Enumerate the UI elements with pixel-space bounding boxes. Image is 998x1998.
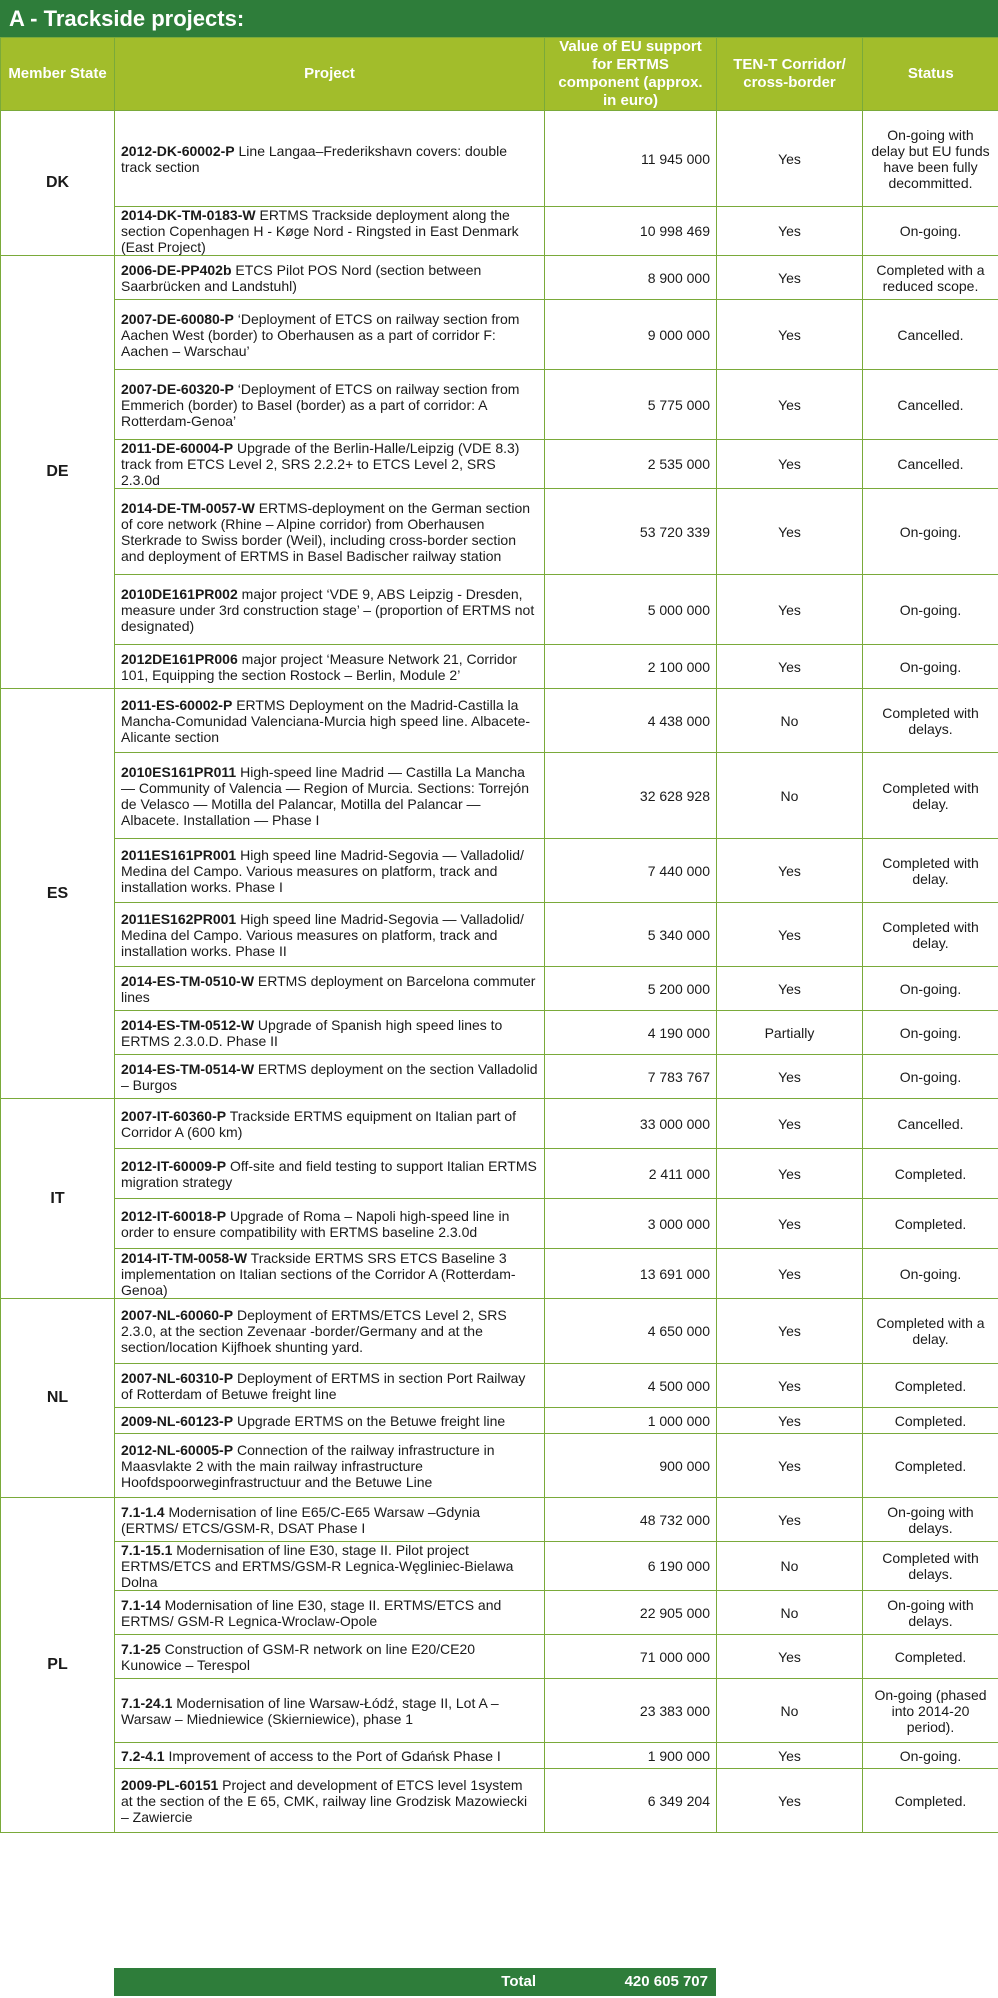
project-code: 2007-NL-60060-P bbox=[121, 1307, 234, 1323]
corridor-cell: Yes bbox=[717, 1249, 863, 1299]
table-row bbox=[1, 489, 998, 575]
project-code: 2012-NL-60005-P bbox=[121, 1441, 234, 1458]
corridor-cell: Yes bbox=[717, 1769, 863, 1833]
project-description: Deployment of ERTMS/ETCS Level 2, SRS 2.3.0, at the section Zevenaar -border/Germany and at the section/location Kijfhoek shunting yard. bbox=[121, 1307, 507, 1355]
project-description: Upgrade of Roma – Napoli high-speed line in order to ensure compatibility with ERTMS baseline 2.3.0d bbox=[121, 1207, 510, 1240]
status-cell: Cancelled. bbox=[863, 440, 998, 489]
project-code: 2006-DE-PP402b bbox=[121, 261, 232, 278]
project-description: Modernisation of line E30, stage II. Pilot project ERTMS/ETCS and ERTMS/GSM-R Legnica-Węgliniec-Bielawa Dolna bbox=[121, 1542, 514, 1590]
project-description: Modernisation of line E65/C-E65 Warsaw –Gdynia (ERTMS/ ETCS/GSM-R, DSAT Phase I bbox=[121, 1503, 481, 1536]
table-row bbox=[1, 440, 998, 489]
value-cell: 32 628 928 bbox=[545, 753, 717, 839]
table-row bbox=[1, 645, 998, 689]
project-cell bbox=[115, 1408, 545, 1434]
corridor-cell: Yes bbox=[717, 256, 863, 300]
corridor-cell: Yes bbox=[717, 370, 863, 440]
corridor-cell: Yes bbox=[717, 1055, 863, 1099]
table-header bbox=[1, 38, 998, 111]
project-cell bbox=[115, 440, 545, 489]
value-cell: 4 190 000 bbox=[545, 1011, 717, 1055]
value-cell: 53 720 339 bbox=[545, 489, 717, 575]
value-cell: 4 438 000 bbox=[545, 689, 717, 753]
project-description: ERTMS-deployment on the German section of core network (Rhine – Alpine corridor) from Oberhausen Sterkrade to Swiss border (Weil), including cross-border section and deployment of ERTMS in Basel Badischer railway station bbox=[121, 499, 531, 564]
table-row bbox=[1, 256, 998, 300]
project-cell bbox=[115, 1743, 545, 1769]
value-cell: 4 650 000 bbox=[545, 1299, 717, 1364]
table-row bbox=[1, 300, 998, 370]
project-code: 2011-ES-60002-P bbox=[121, 696, 233, 713]
project-description: Upgrade of Spanish high speed lines to ERTMS 2.3.0.D. Phase II bbox=[121, 1016, 503, 1049]
value-cell: 5 200 000 bbox=[545, 967, 717, 1011]
table-row bbox=[1, 967, 998, 1011]
project-code: 2012DE161PR006 bbox=[121, 650, 238, 667]
status-cell: On-going with delay but EU funds have been fully decommitted. bbox=[863, 111, 998, 207]
value-cell: 900 000 bbox=[545, 1434, 717, 1498]
project-cell bbox=[115, 839, 545, 903]
project-code: 7.1-24.1 bbox=[121, 1694, 173, 1711]
value-cell: 4 500 000 bbox=[545, 1364, 717, 1408]
table-row bbox=[1, 575, 998, 645]
total-label: Total bbox=[114, 1968, 544, 1996]
status-cell: On-going with delays. bbox=[863, 1591, 998, 1635]
project-code: 2011ES162PR001 bbox=[121, 910, 237, 927]
project-description: Upgrade ERTMS on the Betuwe freight line bbox=[233, 1412, 506, 1429]
project-description: Line Langaa–Frederikshavn covers: double track section bbox=[121, 142, 508, 175]
header-project: Project bbox=[115, 38, 545, 111]
status-cell: On-going. bbox=[863, 1011, 998, 1055]
project-description: ERTMS Trackside deployment along the section Copenhagen H - Køge Nord - Ringsted in East Denmark (East Project) bbox=[121, 207, 519, 255]
corridor-cell: Yes bbox=[717, 489, 863, 575]
corridor-cell: Yes bbox=[717, 839, 863, 903]
total-value: 420 605 707 bbox=[544, 1968, 716, 1996]
project-code: 2012-IT-60018-P bbox=[121, 1207, 227, 1224]
table-row bbox=[1, 1635, 998, 1679]
member-state-cell: DE bbox=[1, 256, 115, 689]
table-row bbox=[1, 1743, 998, 1769]
project-cell bbox=[115, 370, 545, 440]
project-description: major project ‘VDE 9, ABS Leipzig - Dresden, measure under 3rd construction stage’ – (proportion of ERTMS not designated) bbox=[121, 585, 535, 634]
project-code: 2011-DE-60004-P bbox=[121, 440, 234, 456]
corridor-cell: Yes bbox=[717, 1743, 863, 1769]
status-cell: Cancelled. bbox=[863, 370, 998, 440]
project-code: 2014-ES-TM-0514-W bbox=[121, 1060, 255, 1077]
value-cell: 10 998 469 bbox=[545, 207, 717, 256]
table-row bbox=[1, 1099, 998, 1149]
value-cell: 9 000 000 bbox=[545, 300, 717, 370]
status-cell: Completed. bbox=[863, 1635, 998, 1679]
value-cell: 8 900 000 bbox=[545, 256, 717, 300]
project-cell bbox=[115, 207, 545, 256]
member-state-cell: IT bbox=[1, 1099, 115, 1299]
project-description: Trackside ERTMS SRS ETCS Baseline 3 implementation on Italian sections of the Corridor A (Rotterdam-Genoa) bbox=[121, 1249, 516, 1298]
project-description: Improvement of access to the Port of Gdańsk Phase I bbox=[164, 1747, 501, 1764]
value-cell: 1 900 000 bbox=[545, 1743, 717, 1769]
project-cell bbox=[115, 753, 545, 839]
trackside-projects-table bbox=[0, 37, 998, 1833]
project-code: 2012-DK-60002-P bbox=[121, 142, 235, 159]
table-row bbox=[1, 207, 998, 256]
status-cell: On-going. bbox=[863, 967, 998, 1011]
value-cell: 2 100 000 bbox=[545, 645, 717, 689]
project-description: ETCS Pilot POS Nord (section between Saarbrücken and Landstuhl) bbox=[121, 261, 482, 294]
header-corridor: TEN-T Corridor/ cross-border bbox=[717, 38, 863, 111]
table-row bbox=[1, 1055, 998, 1099]
project-cell bbox=[115, 1099, 545, 1149]
table-row bbox=[1, 1011, 998, 1055]
project-description: Upgrade of the Berlin-Halle/Leipzig (VDE 8.3) track from ETCS Level 2, SRS 2.2.2+ to ETCS Level 2, SRS 2.3.0d bbox=[121, 440, 520, 488]
project-cell bbox=[115, 1679, 545, 1743]
table-row bbox=[1, 1299, 998, 1364]
corridor-cell: Yes bbox=[717, 1408, 863, 1434]
project-description: High-speed line Madrid — Castilla La Mancha — Community of Valencia — Region of Murcia. Sections: Torrejón de Velasco — Motilla del Palancar, Motilla del Palancar — Albacete. Installation — Phase I bbox=[121, 763, 529, 828]
status-cell: Completed with delay. bbox=[863, 753, 998, 839]
table-row bbox=[1, 1498, 998, 1542]
project-code: 2007-IT-60360-P bbox=[121, 1107, 227, 1124]
table-row bbox=[1, 689, 998, 753]
project-description: Deployment of ERTMS in section Port Railway of Rotterdam of Betuwe freight line bbox=[121, 1369, 526, 1402]
value-cell: 5 000 000 bbox=[545, 575, 717, 645]
project-cell bbox=[115, 1199, 545, 1249]
project-description: Off-site and field testing to support Italian ERTMS migration strategy bbox=[121, 1157, 537, 1190]
status-cell: Completed. bbox=[863, 1149, 998, 1199]
status-cell: Completed. bbox=[863, 1364, 998, 1408]
project-cell bbox=[115, 1434, 545, 1498]
corridor-cell: Yes bbox=[717, 903, 863, 967]
project-cell bbox=[115, 1591, 545, 1635]
status-cell: Completed with delay. bbox=[863, 839, 998, 903]
project-code: 2014-ES-TM-0512-W bbox=[121, 1016, 255, 1033]
project-cell bbox=[115, 903, 545, 967]
project-description: Construction of GSM-R network on line E20/CE20 Kunowice – Terespol bbox=[121, 1640, 476, 1673]
value-cell: 6 349 204 bbox=[545, 1769, 717, 1833]
project-description: High speed line Madrid-Segovia — Valladolid/ Medina del Campo. Various measures on platform, track and installation works. Phase II bbox=[121, 910, 524, 959]
total-table bbox=[0, 1968, 998, 1996]
corridor-cell: Yes bbox=[717, 1299, 863, 1364]
corridor-cell: Yes bbox=[717, 1099, 863, 1149]
project-code: 7.1-25 bbox=[121, 1640, 161, 1657]
member-state-cell: ES bbox=[1, 689, 115, 1099]
table-row bbox=[1, 370, 998, 440]
project-cell bbox=[115, 256, 545, 300]
table-row bbox=[1, 1591, 998, 1635]
project-description: major project ‘Measure Network 21, Corridor 101, Equipping the section Rostock – Berlin, Module 2’ bbox=[121, 650, 518, 683]
corridor-cell: Yes bbox=[717, 1498, 863, 1542]
corridor-cell: Yes bbox=[717, 1199, 863, 1249]
status-cell: On-going with delays. bbox=[863, 1498, 998, 1542]
corridor-cell: Yes bbox=[717, 1149, 863, 1199]
value-cell: 33 000 000 bbox=[545, 1099, 717, 1149]
project-description: ERTMS deployment on the section Valladolid – Burgos bbox=[121, 1060, 538, 1093]
value-cell: 7 440 000 bbox=[545, 839, 717, 903]
member-state-cell: DK bbox=[1, 111, 115, 256]
project-description: Connection of the railway infrastructure in Maasvlakte 2 with the main railway infrastructure Hoofdspoorweginfrastructuur and the Betuwe Line bbox=[121, 1441, 495, 1490]
project-description: ERTMS deployment on Barcelona commuter lines bbox=[121, 972, 536, 1005]
value-cell: 23 383 000 bbox=[545, 1679, 717, 1743]
project-code: 7.1-14 bbox=[121, 1596, 161, 1613]
value-cell: 71 000 000 bbox=[545, 1635, 717, 1679]
corridor-cell: No bbox=[717, 1679, 863, 1743]
table-row bbox=[1, 1149, 998, 1199]
table-row bbox=[1, 1249, 998, 1299]
value-cell: 6 190 000 bbox=[545, 1542, 717, 1591]
status-cell: Completed. bbox=[863, 1769, 998, 1833]
total-blank-cell bbox=[716, 1968, 998, 1996]
project-code: 2014-DE-TM-0057-W bbox=[121, 499, 255, 516]
corridor-cell: No bbox=[717, 689, 863, 753]
project-description: Project and development of ETCS level 1system at the section of the E 65, CMK, railway line Grodzisk Mazowiecki – Zawiercie bbox=[121, 1776, 528, 1825]
project-cell bbox=[115, 1299, 545, 1364]
project-code: 2012-IT-60009-P bbox=[121, 1157, 227, 1174]
status-cell: Cancelled. bbox=[863, 300, 998, 370]
project-cell bbox=[115, 645, 545, 689]
corridor-cell: No bbox=[717, 753, 863, 839]
table-row bbox=[1, 111, 998, 207]
project-cell bbox=[115, 1498, 545, 1542]
status-cell: On-going. bbox=[863, 489, 998, 575]
corridor-cell: Yes bbox=[717, 111, 863, 207]
value-cell: 3 000 000 bbox=[545, 1199, 717, 1249]
project-cell bbox=[115, 300, 545, 370]
project-description: ERTMS Deployment on the Madrid-Castilla la Mancha-Comunidad Valenciana-Murcia high speed line. Albacete-Alicante section bbox=[121, 696, 531, 745]
project-code: 2009-PL-60151 bbox=[121, 1776, 219, 1793]
project-code: 2007-NL-60310-P bbox=[121, 1369, 234, 1386]
status-cell: On-going. bbox=[863, 1055, 998, 1099]
project-cell bbox=[115, 489, 545, 575]
project-code: 2010DE161PR002 bbox=[121, 585, 238, 602]
value-cell: 2 535 000 bbox=[545, 440, 717, 489]
corridor-cell: Yes bbox=[717, 440, 863, 489]
status-cell: On-going. bbox=[863, 645, 998, 689]
value-cell: 22 905 000 bbox=[545, 1591, 717, 1635]
project-cell bbox=[115, 1635, 545, 1679]
project-cell bbox=[115, 1149, 545, 1199]
project-description: Trackside ERTMS equipment on Italian part of Corridor A (600 km) bbox=[121, 1107, 517, 1140]
table-row bbox=[1, 1408, 998, 1434]
header-row bbox=[1, 38, 998, 111]
project-code: 2007-DE-60080-P bbox=[121, 310, 234, 327]
project-description: High speed line Madrid-Segovia — Valladolid/ Medina del Campo. Various measures on platform, track and installation works. Phase I bbox=[121, 846, 524, 895]
project-code: 2014-IT-TM-0058-W bbox=[121, 1249, 248, 1266]
project-cell bbox=[115, 1249, 545, 1299]
total-blank-cell bbox=[0, 1968, 114, 1996]
value-cell: 7 783 767 bbox=[545, 1055, 717, 1099]
value-cell: 1 000 000 bbox=[545, 1408, 717, 1434]
status-cell: Completed. bbox=[863, 1434, 998, 1498]
project-cell bbox=[115, 111, 545, 207]
status-cell: On-going. bbox=[863, 1249, 998, 1299]
status-cell: Completed with a delay. bbox=[863, 1299, 998, 1364]
total-row bbox=[0, 1968, 998, 1996]
project-cell bbox=[115, 1055, 545, 1099]
corridor-cell: Yes bbox=[717, 575, 863, 645]
status-cell: On-going. bbox=[863, 207, 998, 256]
table-row bbox=[1, 903, 998, 967]
corridor-cell: No bbox=[717, 1591, 863, 1635]
member-state-cell: NL bbox=[1, 1299, 115, 1498]
corridor-cell: Yes bbox=[717, 1434, 863, 1498]
project-code: 2009-NL-60123-P bbox=[121, 1412, 234, 1429]
status-cell: Completed with a reduced scope. bbox=[863, 256, 998, 300]
table-body bbox=[1, 111, 998, 1833]
project-code: 7.1-1.4 bbox=[121, 1503, 165, 1520]
project-code: 2014-DK-TM-0183-W bbox=[121, 207, 256, 223]
corridor-cell: Yes bbox=[717, 1364, 863, 1408]
table-row bbox=[1, 1199, 998, 1249]
corridor-cell: Yes bbox=[717, 1635, 863, 1679]
project-cell bbox=[115, 1011, 545, 1055]
table-row bbox=[1, 839, 998, 903]
corridor-cell: No bbox=[717, 1542, 863, 1591]
value-cell: 48 732 000 bbox=[545, 1498, 717, 1542]
corridor-cell: Yes bbox=[717, 967, 863, 1011]
header-member-state: Member State bbox=[1, 38, 115, 111]
status-cell: Cancelled. bbox=[863, 1099, 998, 1149]
project-code: 2011ES161PR001 bbox=[121, 846, 237, 863]
table-row bbox=[1, 1769, 998, 1833]
value-cell: 5 775 000 bbox=[545, 370, 717, 440]
project-cell bbox=[115, 689, 545, 753]
table-row bbox=[1, 1679, 998, 1743]
project-cell bbox=[115, 1542, 545, 1591]
corridor-cell: Yes bbox=[717, 207, 863, 256]
table-row bbox=[1, 753, 998, 839]
member-state-cell: PL bbox=[1, 1498, 115, 1833]
value-cell: 11 945 000 bbox=[545, 111, 717, 207]
project-description: ‘Deployment of ETCS on railway section from Emmerich (border) to Basel (border) as a part of corridor: A Rotterdam-Genoa’ bbox=[121, 380, 520, 429]
value-cell: 5 340 000 bbox=[545, 903, 717, 967]
table-row bbox=[1, 1434, 998, 1498]
status-cell: On-going. bbox=[863, 575, 998, 645]
table-row bbox=[1, 1364, 998, 1408]
status-cell: On-going (phased into 2014-20 period). bbox=[863, 1679, 998, 1743]
value-cell: 13 691 000 bbox=[545, 1249, 717, 1299]
project-code: 2010ES161PR011 bbox=[121, 763, 237, 780]
project-cell bbox=[115, 1364, 545, 1408]
project-description: Modernisation of line Warsaw-Łódź, stage II, Lot A – Warsaw – Miedniewice (Skierniewice), phase 1 bbox=[121, 1694, 499, 1727]
project-code: 2007-DE-60320-P bbox=[121, 380, 234, 397]
table-row bbox=[1, 1542, 998, 1591]
status-cell: Completed with delay. bbox=[863, 903, 998, 967]
section-title: A - Trackside projects: bbox=[0, 0, 998, 37]
status-cell: On-going. bbox=[863, 1743, 998, 1769]
project-description: ‘Deployment of ETCS on railway section from Aachen West (border) to Oberhausen as a part of corridor F: Aachen – Warschau’ bbox=[121, 310, 520, 359]
project-cell bbox=[115, 967, 545, 1011]
corridor-cell: Partially bbox=[717, 1011, 863, 1055]
project-cell bbox=[115, 1769, 545, 1833]
project-cell bbox=[115, 575, 545, 645]
value-cell: 2 411 000 bbox=[545, 1149, 717, 1199]
header-status: Status bbox=[863, 38, 998, 111]
corridor-cell: Yes bbox=[717, 300, 863, 370]
status-cell: Completed with delays. bbox=[863, 689, 998, 753]
header-value: Value of EU support for ERTMS component (approx. in euro) bbox=[545, 38, 717, 111]
project-code: 7.1-15.1 bbox=[121, 1542, 173, 1558]
corridor-cell: Yes bbox=[717, 645, 863, 689]
project-code: 7.2-4.1 bbox=[121, 1747, 165, 1764]
project-description: Modernisation of line E30, stage II. ERTMS/ETCS and ERTMS/ GSM-R Legnica-Wroclaw-Opole bbox=[121, 1596, 502, 1629]
status-cell: Completed. bbox=[863, 1199, 998, 1249]
status-cell: Completed with delays. bbox=[863, 1542, 998, 1591]
status-cell: Completed. bbox=[863, 1408, 998, 1434]
project-code: 2014-ES-TM-0510-W bbox=[121, 972, 255, 989]
